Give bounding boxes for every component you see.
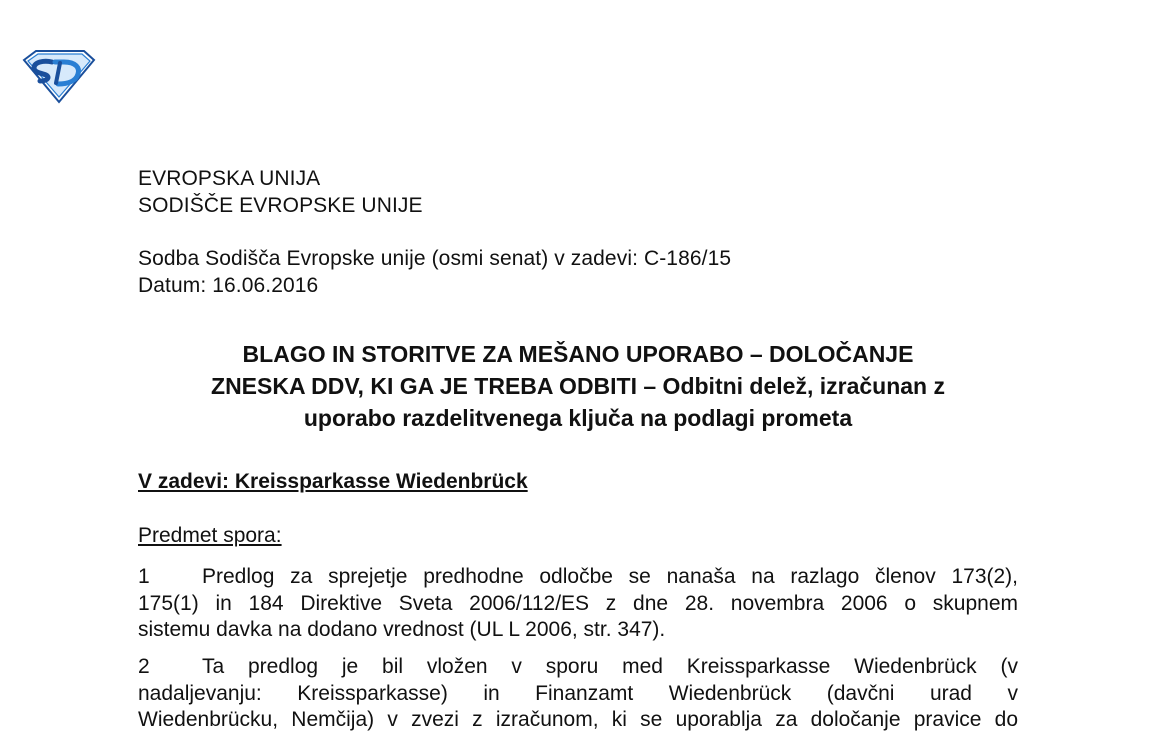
case-heading: V zadevi: Kreissparkasse Wiedenbrück	[138, 470, 528, 493]
paragraph-2	[138, 654, 1018, 734]
paragraph-text: Predlog za sprejetje predhodne odločbe se nanaša na razlago členov 173(2),	[202, 565, 1018, 588]
judgment-reference: Sodba Sodišča Evropske unije (osmi senat) v zadevi: C-186/15	[138, 247, 732, 270]
paragraph-number: 1	[138, 565, 150, 588]
paragraph-text: Ta predlog je bil vložen v sporu med Kreissparkasse Wiedenbrück (v	[202, 655, 1018, 678]
paragraph-1	[138, 564, 1018, 644]
court-line-union: EVROPSKA UNIJA	[138, 167, 321, 190]
court-line-court: SODIŠČE EVROPSKE UNIJE	[138, 194, 423, 217]
paragraph-line: Wiedenbrücku, Nemčija) v zvezi z izračunom, ki se uporablja za določanje pravice do	[138, 708, 1018, 731]
judgment-info	[138, 245, 1018, 299]
paragraph-line: sistemu davka na dodano vrednost (UL L 2006, str. 347).	[138, 618, 666, 641]
paragraph-number: 2	[138, 655, 150, 678]
subject-heading: Predmet spora:	[138, 524, 282, 547]
paragraph-line	[138, 654, 1018, 681]
sd-logo	[22, 48, 96, 104]
judgment-date: Datum: 16.06.2016	[138, 274, 319, 297]
document-title	[138, 338, 1018, 434]
paragraph-line: 175(1) in 184 Direktive Sveta 2006/112/ES z dne 28. novembra 2006 o skupnem	[138, 591, 1018, 615]
paragraph-line: nadaljevanju: Kreissparkasse) in Finanzamt Wiedenbrück (davčni urad v	[138, 681, 1018, 705]
title-line-1: BLAGO IN STORITVE ZA MEŠANO UPORABO – DOLOČANJE	[242, 341, 914, 367]
title-line-3: uporabo razdelitvenega ključa na podlagi prometa	[303, 405, 853, 431]
paragraph-line	[138, 564, 1018, 591]
title-line-2: ZNESKA DDV, KI GA JE TREBA ODBITI – Odbitni delež, izračunan z	[211, 373, 945, 399]
court-heading	[138, 165, 1018, 219]
